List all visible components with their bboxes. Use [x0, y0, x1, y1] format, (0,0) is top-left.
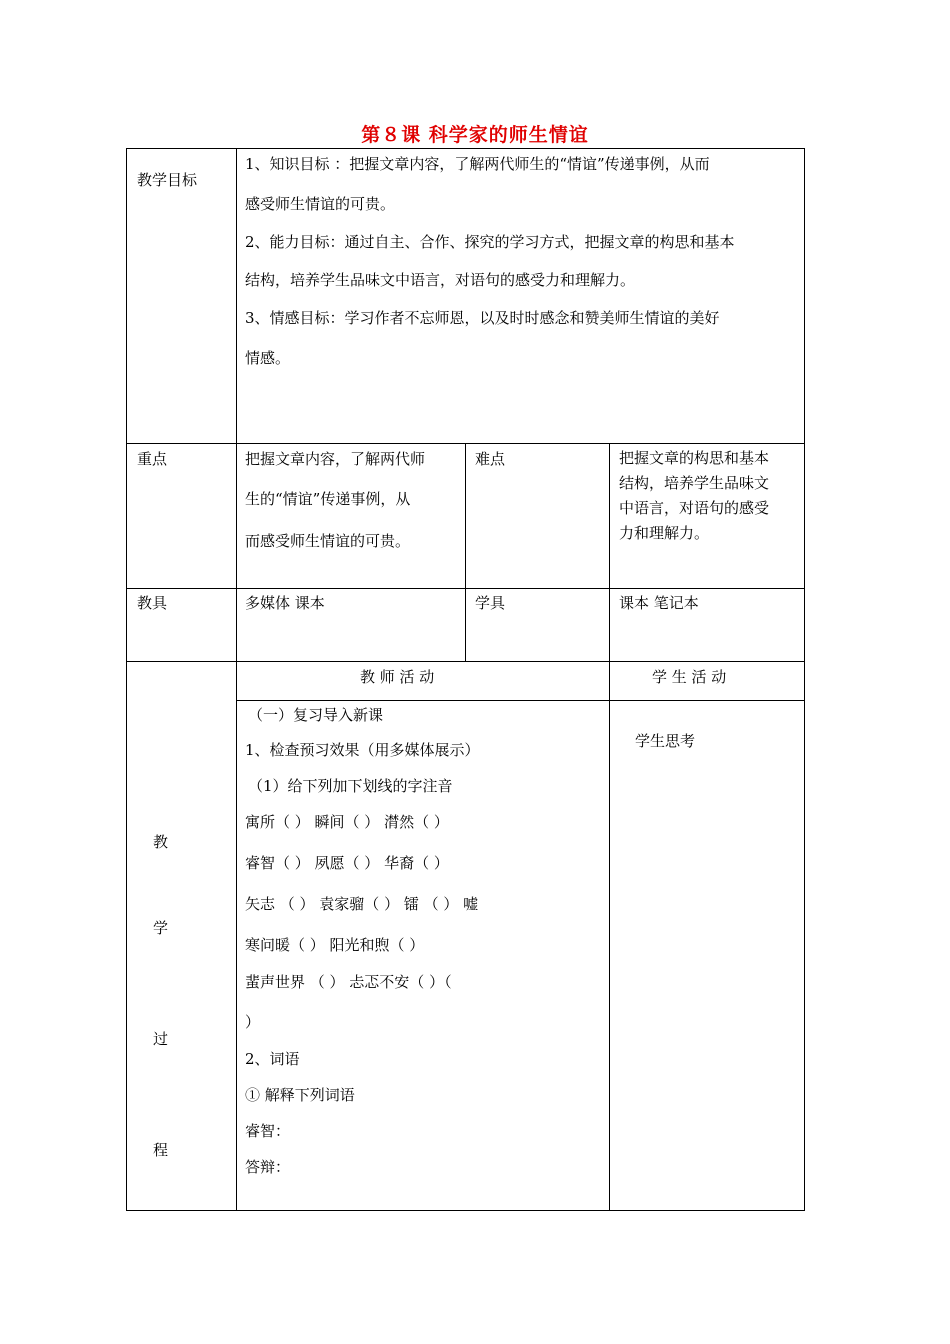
activity-line: ① 解释下列词语: [245, 1086, 355, 1104]
student-tools-label: 学具: [475, 594, 506, 612]
activity-line: （一）复习导入新课: [248, 706, 384, 724]
difficulty-line: 中语言，对语句的感受: [619, 499, 770, 517]
objective-line: 1、知识目标 ：把握文章内容，了解两代师生的“情谊”传递事例，从而: [245, 155, 710, 173]
objective-line: 感受师生情谊的可贵。: [245, 195, 396, 213]
process-label-char: 过: [153, 1030, 169, 1048]
keypoint-line: 生的“情谊”传递事例，从: [245, 490, 411, 508]
activity-line: 蜚声世界 （ ） 忐忑不安（ ）（: [245, 973, 452, 991]
keypoints-label: 重点: [137, 450, 168, 468]
activity-line: 睿智（ ） 夙愿（ ） 华裔（ ）: [245, 854, 449, 872]
tools-value: 多媒体 课本: [245, 594, 325, 612]
teacher-activity-header: 教 师 活 动: [360, 668, 435, 686]
activity-line: ）: [245, 1013, 261, 1031]
lesson-title: 第８课 科学家的师生情谊: [361, 124, 589, 146]
keypoint-line: 把握文章内容，了解两代师: [245, 450, 426, 468]
difficulty-line: 结构，培养学生品味文: [619, 474, 770, 492]
keypoint-line: 而感受师生情谊的可贵。: [245, 532, 411, 550]
process-label-char: 程: [153, 1141, 169, 1159]
student-tools-value: 课本 笔记本: [619, 594, 699, 612]
activity-line: 寓所（ ） 瞬间（ ） 潸然（ ）: [245, 813, 449, 831]
student-note: 学生思考: [635, 732, 696, 750]
difficulty-line: 把握文章的构思和基本: [619, 449, 770, 467]
activity-line: 答辩：: [245, 1158, 291, 1176]
student-activity-header: 学 生 活 动: [652, 668, 727, 686]
objective-line: 情感。: [245, 349, 291, 367]
process-label-char: 学: [153, 919, 169, 937]
objective-line: 结构，培养学生品味文中语言，对语句的感受力和理解力。: [245, 271, 636, 289]
activity-line: （1）给下列加下划线的字注音: [248, 777, 453, 795]
activity-line: 寒问暖（ ） 阳光和煦（ ）: [245, 936, 425, 954]
difficulty-line: 力和理解力。: [619, 524, 710, 542]
difficulty-label: 难点: [475, 450, 506, 468]
process-label-char: 教: [153, 833, 169, 851]
tools-label: 教具: [137, 594, 168, 612]
objectives-label: 教学目标: [137, 171, 198, 189]
activity-line: 2、词语: [245, 1050, 300, 1068]
objective-line: 3、情感目标：学习作者不忘师恩，以及时时感念和赞美师生情谊的美好: [245, 309, 720, 327]
objective-line: 2、能力目标：通过自主、合作、探究的学习方式，把握文章的构思和基本: [245, 233, 735, 251]
activity-line: 睿智：: [245, 1122, 291, 1140]
activity-line: 1、检查预习效果（用多媒体展示）: [245, 741, 480, 759]
activity-line: 矢志 （ ） 袁家骝（ ） 镭 （ ） 嘘: [245, 895, 479, 913]
